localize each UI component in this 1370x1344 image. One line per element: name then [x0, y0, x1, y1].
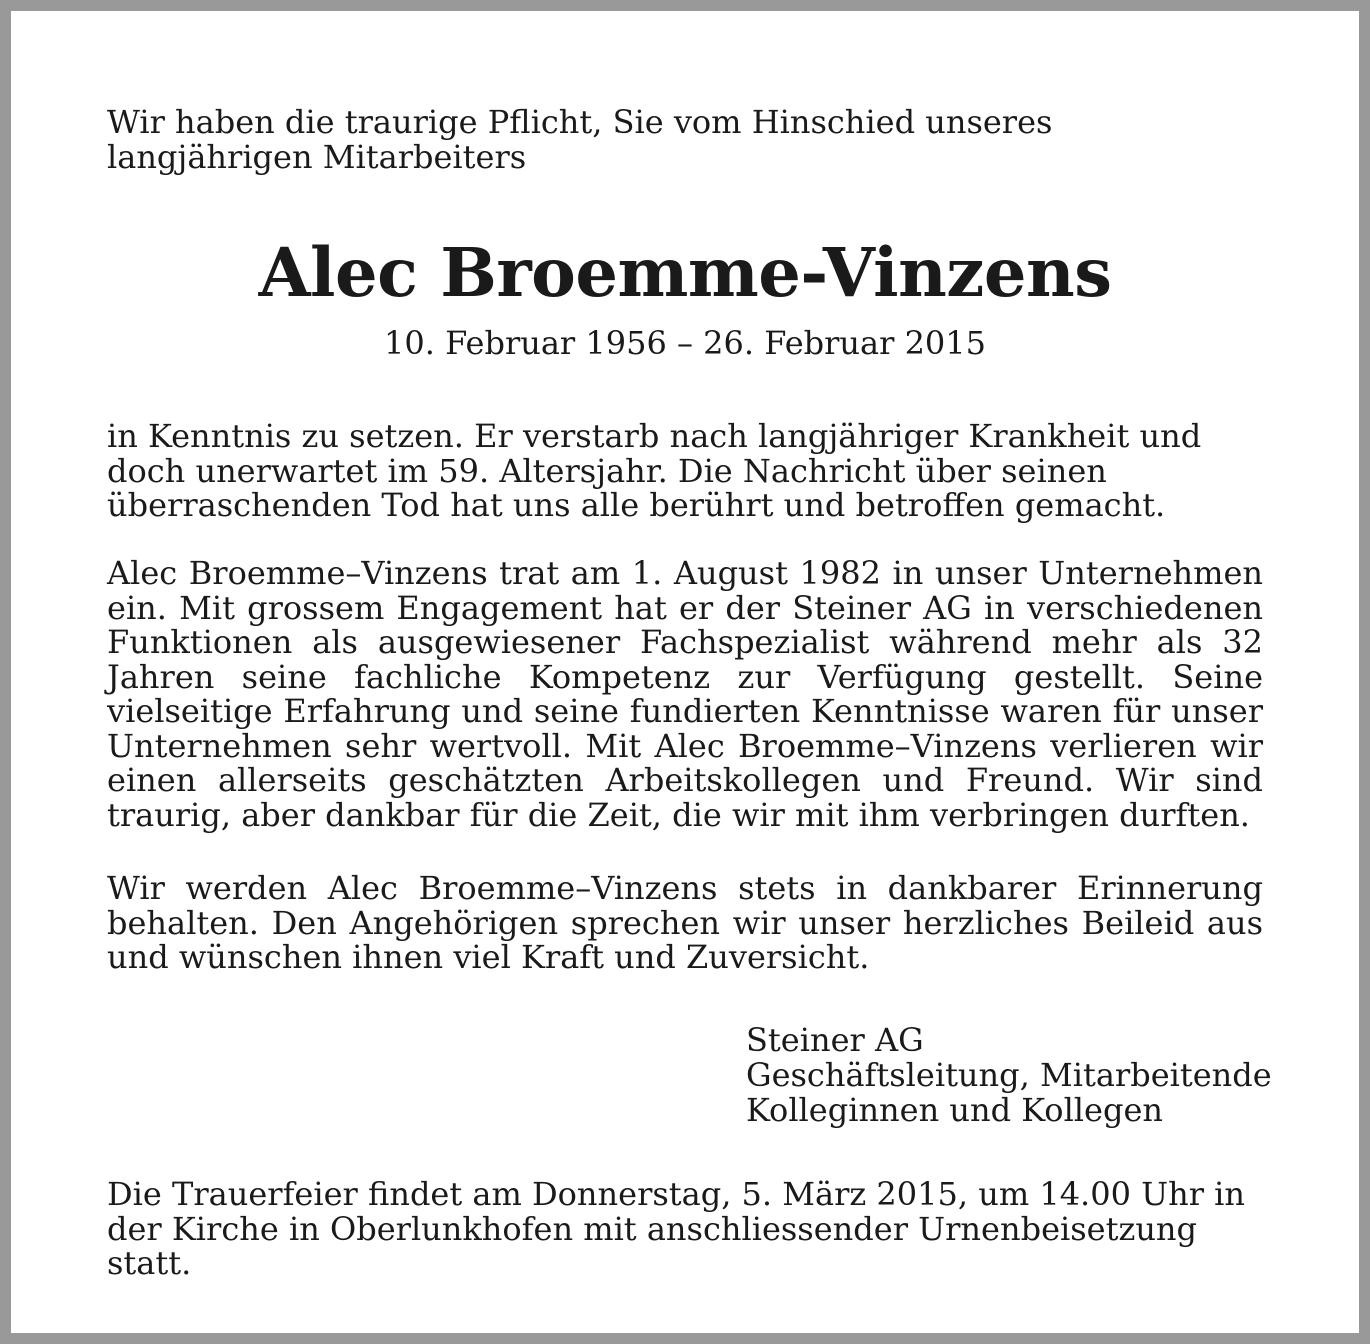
paragraph-condolence: Wir werden Alec Broemme–Vinzens stets in dankbarer Erinnerung behalten. Den Angehörigen sprechen wir unser herzliches Beileid aus und wünschen ihnen viel Kraft und Zuversicht.: [107, 869, 1263, 976]
intro-text: Wir haben die traurige Pflicht, Sie vom Hinschied unseres langjährigen Mitarbeiters: [107, 103, 1053, 176]
paragraph-career: Alec Broemme–Vinzens trat am 1. August 1982 in unser Unternehmen ein. Mit grossem Engagement hat er der Steiner AG in verschiedenen Funktionen als ausgewiesener Fachspezialist während mehr als 32 Jahren seine fachliche Kompetenz zur Verfügung gestellt. Seine vielseitige Erfahrung und seine fundierten Kenntnisse waren für unser Unternehmen sehr wertvoll. Mit Alec Broemme–Vinzens verlieren wir einen allerseits geschätzten Arbeitskollegen und Freund. Wir sind traurig, aber dankbar für die Zeit, die wir mit ihm verbringen durften.: [107, 554, 1263, 834]
ceremony-notice: Die Trauerfeier findet am Donnerstag, 5. März 2015, um 14.00 Uhr in der Kirche in Oberlunkhofen mit anschliessender Urnenbeisetzung statt.: [107, 1175, 1245, 1282]
signature-colleagues: Kolleginnen und Kollegen: [746, 1091, 1163, 1129]
signature-management: Geschäftsleitung, Mitarbeitende: [746, 1056, 1272, 1094]
signature-block: [746, 1023, 1272, 1128]
deceased-name: Alec Broemme-Vinzens: [258, 233, 1112, 312]
paragraph-notice: in Kenntnis zu setzen. Er verstarb nach langjähriger Krankheit und doch unerwartet im 59. Altersjahr. Die Nachricht über seinen überraschenden Tod hat uns alle berührt und betroffen gemacht.: [107, 417, 1202, 524]
signature-company: Steiner AG: [746, 1021, 924, 1059]
obituary-page: [11, 11, 1359, 1333]
life-dates: 10. Februar 1956 – 26. Februar 2015: [384, 324, 986, 362]
